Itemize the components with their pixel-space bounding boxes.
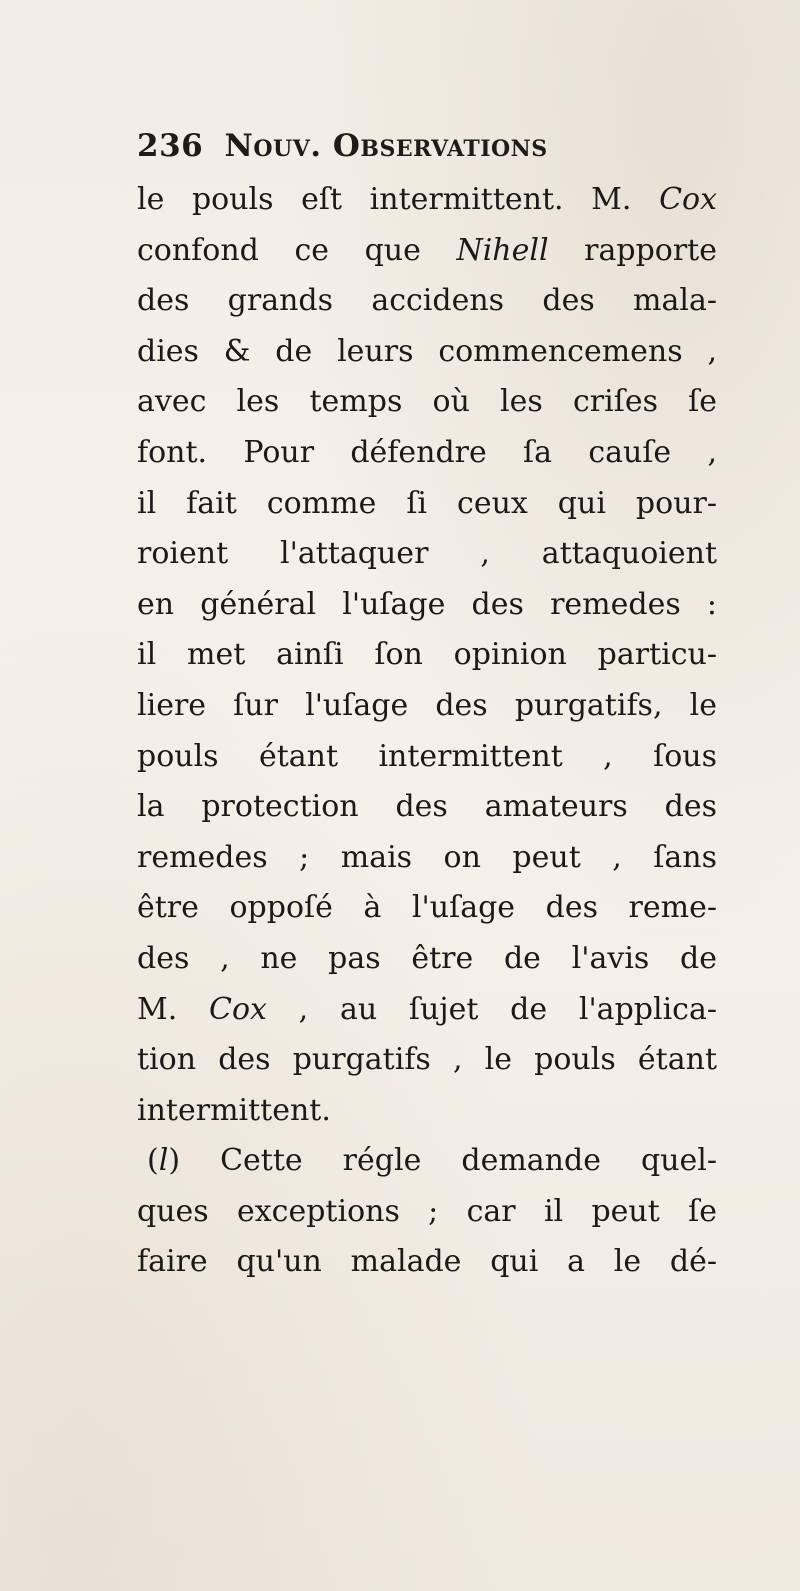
text-line: font. Pour défendre ſa cauſe , [137, 434, 717, 470]
text-line: avec les temps où les criſes ſe [137, 384, 717, 420]
page-number: 236 [137, 128, 204, 164]
text-line: remedes ; mais on peut , ſans [137, 839, 717, 875]
text-line: roient l'attaquer , attaquoient [137, 536, 717, 572]
text-line: il met ainſi ſon opinion particu- [137, 637, 717, 673]
footnote-line: (l) Cette régle demande quel- [147, 1143, 717, 1179]
text-line: pouls étant intermittent , ſous [137, 738, 717, 774]
text-line: être oppoſé à l'uſage des reme- [137, 890, 717, 926]
text-line: la protection des amateurs des [137, 789, 717, 825]
text-line: dies & de leurs commencemens , [137, 333, 717, 369]
text-line: des grands accidens des mala- [137, 283, 717, 319]
text-line: confond ce que Nihell rapporte [137, 232, 717, 268]
text-line: tion des purgatifs , le pouls étant [137, 1042, 717, 1078]
text-line: liere ſur l'uſage des purgatifs, le [137, 687, 717, 723]
text-line: M. Cox , au ſujet de l'applica- [137, 991, 717, 1027]
text-line: le pouls eſt intermittent. M. Cox [137, 182, 717, 217]
footnote-line: ques exceptions ; car il peut ſe [137, 1193, 717, 1229]
body-text [137, 175, 717, 1288]
text-line: intermittent. [137, 1092, 331, 1128]
text-line: en général l'uſage des remedes : [137, 586, 717, 622]
footnote-line: faire qu'un malade qui a le dé- [137, 1244, 717, 1280]
text-line: il fait comme ſi ceux qui pour- [137, 485, 717, 521]
running-title: Nouv. Observations [224, 128, 548, 164]
text-line: des , ne pas être de l'avis de [137, 940, 717, 976]
running-header [137, 128, 697, 164]
